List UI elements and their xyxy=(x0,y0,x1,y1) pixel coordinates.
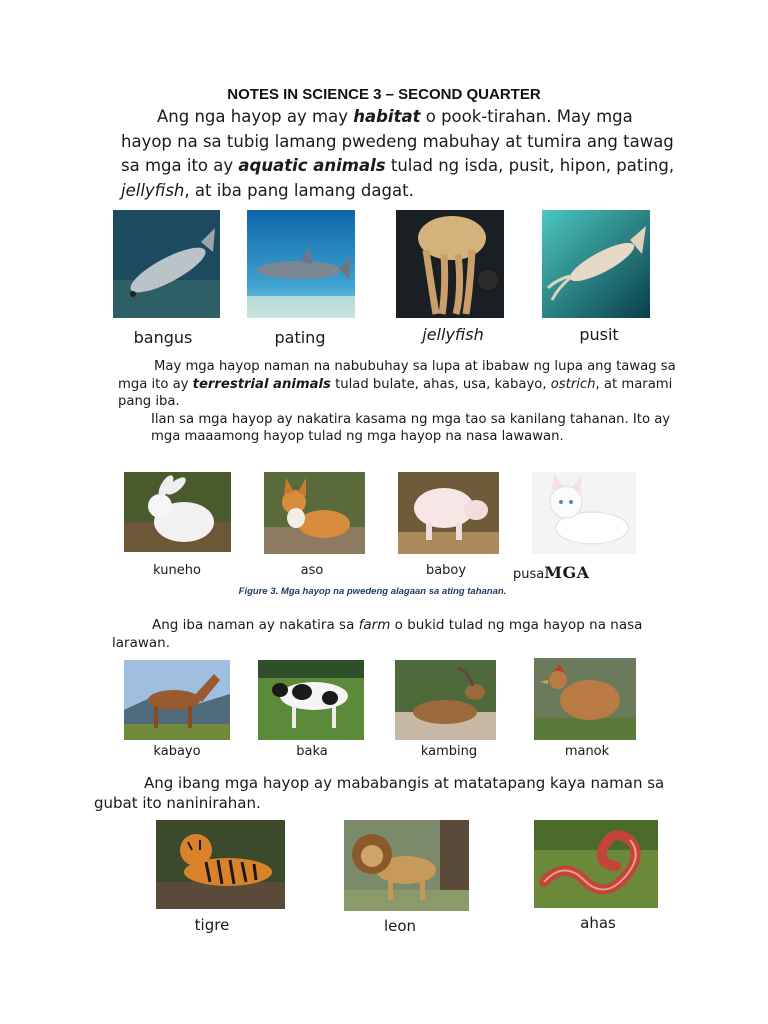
caption-pusit: pusit xyxy=(579,325,619,344)
ahas-photo xyxy=(534,820,658,908)
paragraph-aquatic xyxy=(121,105,681,203)
baboy-photo xyxy=(398,472,499,554)
aso-photo xyxy=(264,472,365,554)
caption-baboy: baboy xyxy=(425,563,467,578)
page-title: NOTES IN SCIENCE 3 – SECOND QUARTER xyxy=(227,86,541,103)
caption-kuneho: kuneho xyxy=(153,563,201,578)
manok-photo xyxy=(534,658,636,740)
mga-text: MGA xyxy=(544,563,590,582)
caption-leon: leon xyxy=(383,917,417,935)
leon-photo xyxy=(344,820,469,911)
figure-caption: Figure 3. Mga hayop na pwedeng alagaan sa ating tahanan. xyxy=(238,586,507,597)
caption-jellyfish: jellyfish xyxy=(422,325,484,344)
caption-manok: manok xyxy=(564,744,610,759)
text: Ang iba naman ay nakatira sa xyxy=(152,617,359,633)
pating-photo xyxy=(247,210,355,318)
caption-pusa-text: pusa xyxy=(513,567,545,582)
text: tulad bulate, ahas, usa, kabayo, xyxy=(330,376,551,392)
text: o pook-tirahan. May mga hayop na sa tubig lamang pwedeng mabuhay at tumira ang tawag sa mga ito ay xyxy=(121,107,674,175)
term-farm: farm xyxy=(358,617,391,633)
term-habitat: habitat xyxy=(353,107,421,126)
text: Ang ibang mga hayop ay mababangis at matatapang kaya naman sa gubat ito naninirahan. xyxy=(94,774,665,812)
text: Ilan sa mga hayop ay nakatira kasama ng mga tao sa kanilang tahanan. Ito ay mga maaamong hayop tulad ng mga hayop na nasa lawawan. xyxy=(151,411,671,444)
text: , at iba pang lamang dagat. xyxy=(184,180,414,200)
term-terrestrial-animals: terrestrial animals xyxy=(192,376,331,392)
jellyfish-photo xyxy=(396,210,504,318)
kabayo-photo xyxy=(124,660,230,740)
term-ostrich: ostrich xyxy=(550,376,596,392)
caption-bangus: bangus xyxy=(133,328,193,347)
caption-pating: pating xyxy=(274,328,326,347)
pusa-photo xyxy=(532,472,636,554)
paragraph-terrestrial xyxy=(118,358,678,446)
kambing-photo xyxy=(395,660,496,740)
term-jellyfish: jellyfish xyxy=(121,180,185,200)
caption-kabayo: kabayo xyxy=(153,744,201,759)
text: tulad ng isda, pusit, hipon, pating, xyxy=(385,156,675,175)
caption-pusa xyxy=(513,563,623,582)
term-aquatic-animals: aquatic animals xyxy=(238,156,386,175)
paragraph-farm xyxy=(112,616,672,652)
paragraph-forest xyxy=(94,773,694,813)
kuneho-photo xyxy=(124,472,231,552)
text: Ang nga hayop ay may xyxy=(157,107,354,126)
caption-tigre: tigre xyxy=(194,916,230,934)
text: o bukid tulad ng mga hayop na nasa larawan. xyxy=(112,617,643,651)
pusit-photo xyxy=(542,210,650,318)
text: , at marami pang iba. xyxy=(118,376,673,409)
tigre-photo xyxy=(156,820,285,909)
caption-baka: baka xyxy=(296,744,328,759)
baka-photo xyxy=(258,660,364,740)
caption-ahas: ahas xyxy=(580,914,616,932)
caption-aso: aso xyxy=(300,563,324,578)
bangus-photo xyxy=(113,210,220,318)
caption-kambing: kambing xyxy=(420,744,478,759)
text: May mga hayop naman na nabubuhay sa lupa at ibabaw ng lupa ang tawag sa mga ito ay xyxy=(118,359,676,392)
